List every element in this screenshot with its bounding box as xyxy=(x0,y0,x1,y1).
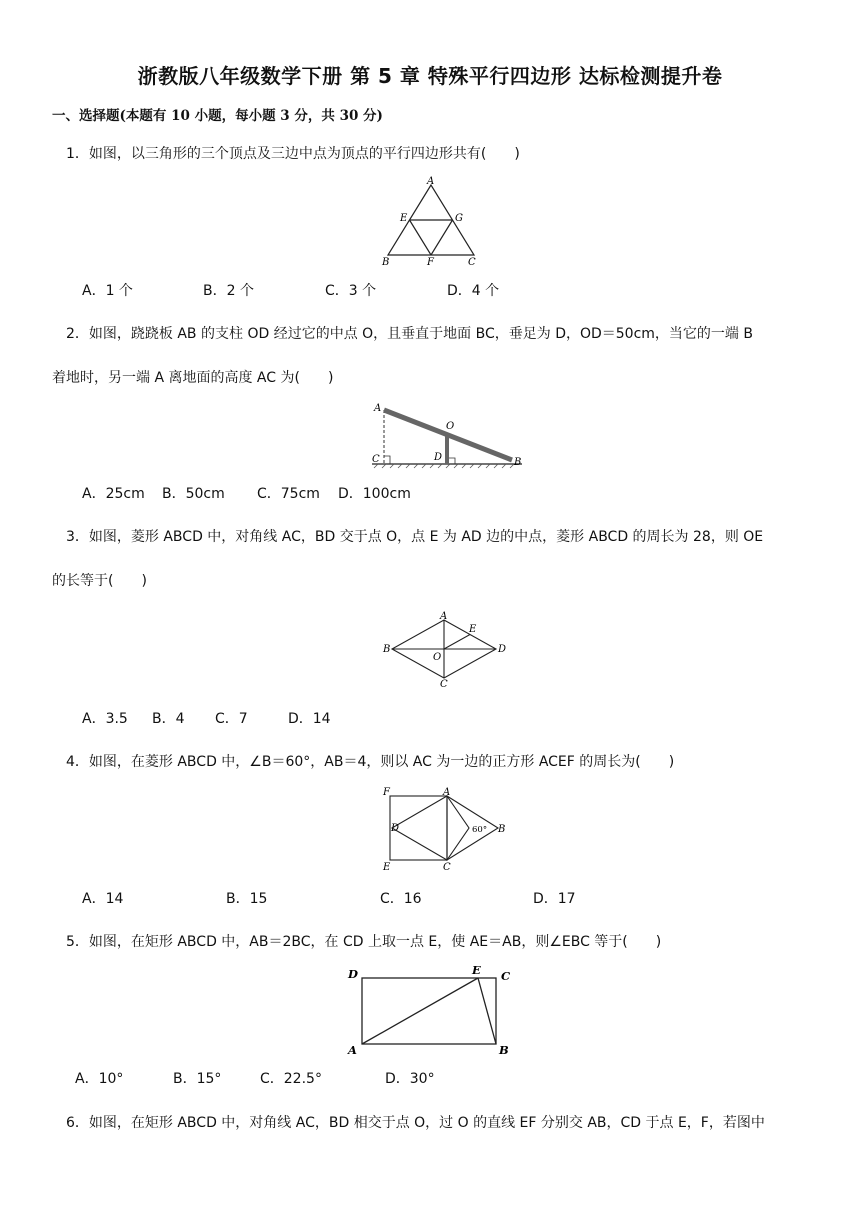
label-D: D xyxy=(434,452,443,463)
question-1 xyxy=(52,132,812,176)
label-C: C xyxy=(501,969,511,983)
q5-choice-b[interactable]: B．15° xyxy=(173,1071,222,1087)
label-A: A xyxy=(443,787,451,798)
question-1-text: 1．如图，以三角形的三个顶点及三边中点为顶点的平行四边形共有( ) xyxy=(66,146,520,162)
label-E: E xyxy=(400,213,408,224)
question-4 xyxy=(52,740,812,784)
label-E: E xyxy=(472,963,481,977)
rhombus-square-figure xyxy=(380,786,510,876)
question-2-line1: 2．如图，跷跷板 AB 的支柱 OD 经过它的中点 O，且垂直于地面 BC，垂足为 D，OD＝50cm，当它的一端 B xyxy=(66,326,753,342)
q4-choice-d[interactable]: D．17 xyxy=(533,891,576,907)
label-F: F xyxy=(383,787,390,798)
question-5-text: 5．如图，在矩形 ABCD 中，AB＝2BC，在 CD 上取一点 E，使 AE＝AB，则∠EBC 等于( ) xyxy=(66,934,662,950)
q2-choice-a[interactable]: A．25cm xyxy=(82,486,145,502)
label-E: E xyxy=(469,624,477,635)
label-B: B xyxy=(499,1043,509,1057)
question-3-line2: 的长等于( ) xyxy=(52,573,147,589)
label-D: D xyxy=(348,967,358,981)
question-5 xyxy=(52,920,812,964)
label-B: B xyxy=(514,457,522,468)
q2-choice-c[interactable]: C．75cm xyxy=(257,486,320,502)
page-title: 浙教版八年级数学下册 第 5 章 特殊平行四边形 达标检测提升卷 xyxy=(137,64,723,88)
q4-choice-a[interactable]: A．14 xyxy=(82,891,124,907)
label-O: O xyxy=(433,652,442,663)
label-C: C xyxy=(443,862,451,873)
q3-choice-c[interactable]: C．7 xyxy=(215,711,248,727)
q4-choice-b[interactable]: B．15 xyxy=(226,891,268,907)
label-O: O xyxy=(446,421,455,432)
q1-choice-d[interactable]: D．4 个 xyxy=(447,283,500,299)
q1-choice-a[interactable]: A．1 个 xyxy=(82,283,133,299)
label-G: G xyxy=(455,213,463,224)
question-2 xyxy=(52,312,812,400)
label-F: F xyxy=(427,257,434,267)
label-B: B xyxy=(383,644,391,655)
label-E: E xyxy=(383,862,391,873)
label-A: A xyxy=(348,1043,357,1057)
question-3 xyxy=(52,515,812,603)
seesaw-figure xyxy=(366,398,526,470)
q3-choice-a[interactable]: A．3.5 xyxy=(82,711,128,727)
label-A: A xyxy=(374,403,382,414)
q5-choice-c[interactable]: C．22.5° xyxy=(260,1071,322,1087)
rhombus-figure xyxy=(380,610,510,690)
question-2-line2: 着地时，另一端 A 离地面的高度 AC 为( ) xyxy=(52,370,334,386)
label-D: D xyxy=(391,823,400,834)
angle-label: 60° xyxy=(472,825,488,835)
q4-choice-c[interactable]: C．16 xyxy=(380,891,422,907)
q3-choice-b[interactable]: B．4 xyxy=(152,711,185,727)
q1-choice-c[interactable]: C．3 个 xyxy=(325,283,377,299)
rectangle-figure xyxy=(344,962,520,1060)
label-A: A xyxy=(427,176,435,187)
triangle-midpoints-figure xyxy=(378,175,488,267)
question-4-text: 4．如图，在菱形 ABCD 中，∠B＝60°，AB＝4，则以 AC 为一边的正方形 ACEF 的周长为( ) xyxy=(66,754,675,770)
question-6-text: 6．如图，在矩形 ABCD 中，对角线 AC，BD 相交于点 O，过 O 的直线 EF 分别交 AB，CD 于点 E，F，若图中 xyxy=(66,1115,765,1131)
q1-choice-b[interactable]: B．2 个 xyxy=(203,283,254,299)
label-C: C xyxy=(468,257,476,267)
q5-choice-a[interactable]: A．10° xyxy=(75,1071,124,1087)
label-C: C xyxy=(372,454,380,465)
label-B: B xyxy=(498,824,506,835)
label-B: B xyxy=(382,257,390,267)
q2-choice-b[interactable]: B．50cm xyxy=(162,486,225,502)
q3-choice-d[interactable]: D．14 xyxy=(288,711,331,727)
question-6 xyxy=(52,1101,812,1145)
question-3-line1: 3．如图，菱形 ABCD 中，对角线 AC，BD 交于点 O，点 E 为 AD 边的中点，菱形 ABCD 的周长为 28，则 OE xyxy=(66,529,764,545)
label-A: A xyxy=(440,611,448,622)
label-D: D xyxy=(498,644,507,655)
section-heading: 一、选择题(本题有 10 小题，每小题 3 分，共 30 分) xyxy=(52,108,383,124)
label-C: C xyxy=(440,679,448,690)
q5-choice-d[interactable]: D．30° xyxy=(385,1071,435,1087)
q2-choice-d[interactable]: D．100cm xyxy=(338,486,411,502)
